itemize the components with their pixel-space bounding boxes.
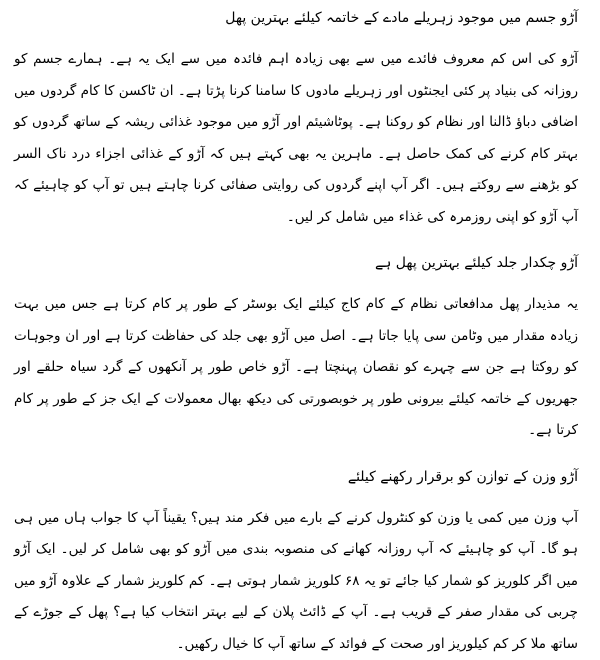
section-paragraph-toxins: آڑو کی اس کم معروف فائدے میں سے بھی زیادہ اہم فائدہ میں سے ایک یہ ہے۔ ہمارے جسم کو روزانہ کی بنیاد پر کئی ایجنٹوں اور زہریلے مادوں کا سامنا کرنا پڑتا ہے۔ ان ٹاکسن کا کام گردوں میں اضافی دباؤ ڈالنا اور نظام کو روکنا ہے۔ پوٹاشیئم اور آڑو میں موجود غذائی ریشہ کے ساتھ گردوں کو بہتر کام کرنے کی کمک حاصل ہے۔ ماہرین یہ بھی کہتے ہیں کہ آڑو کے غذائی اجزاء درد ناک السر کو بڑھنے سے روکتے ہیں۔ اگر آپ اپنے گردوں کی روایتی صفائی کرنا چاہتے ہیں تو آپ کو چاہیئے کہ آپ آڑو کو اپنی روزمرہ کی غذاء میں شامل کر لیں۔ <box>14 44 578 233</box>
section-paragraph-weight: آپ وزن میں کمی یا وزن کو کنٹرول کرنے کے بارے میں فکر مند ہیں؟ یقیناً آپ کا جواب ہاں میں ہی ہو گا۔ آپ کو چاہیئے کہ آپ روزانہ کھانے کی منصوبہ بندی میں آڑو کو بھی شامل کر لیں۔ ایک آڑو میں اگر کلوریز کو شمار کیا جائے تو یہ ۶۸ کلوریز شمار ہوتی ہے۔ کم کلوریز شمار کے علاوہ آڑو میں چربی کی مقدار صفر کے قریب ہے۔ آپ کے ڈائٹ پلان کے لیے بہتر انتخاب کیا ہے؟ پھل کے جوڑے کے ساتھ ملا کر کم کیلوریز اور صحت کے فوائد کے ساتھ آپ کا خیال رکھیں۔ <box>14 503 578 660</box>
section-paragraph-skin: یہ مذیدار پھل مدافعاتی نظام کے کام کاج کیلئے ایک بوسٹر کے طور پر کام کرتا ہے جس میں بہت زیادہ مقدار میں وٹامن سی پایا جاتا ہے۔ اصل میں آڑو بھی جلد کی حفاظت کرتا ہے اور ان وجوہات کو روکتا ہے جن سے چہرے کو نقصان پہنچتا ہے۔ آڑو خاص طور پر آنکھوں کے گرد سیاہ حلقے اور جھریوں کے خاتمہ کیلئے بیرونی طور پر خوبصورتی کی دیکھ بھال معمولات کے ایک جز کے طور پر کام کرتا ہے۔ <box>14 289 578 447</box>
section-heading-skin: آڑو چکدار جلد کیلئے بہترین پھل ہے <box>14 249 578 277</box>
section-heading-weight: آڑو وزن کے توازن کو برقرار رکھنے کیلئے <box>14 463 578 491</box>
section-heading-toxins: آڑو جسم میں موجود زہریلے مادے کے خاتمہ کیلئے بہترین پھل <box>14 4 578 32</box>
